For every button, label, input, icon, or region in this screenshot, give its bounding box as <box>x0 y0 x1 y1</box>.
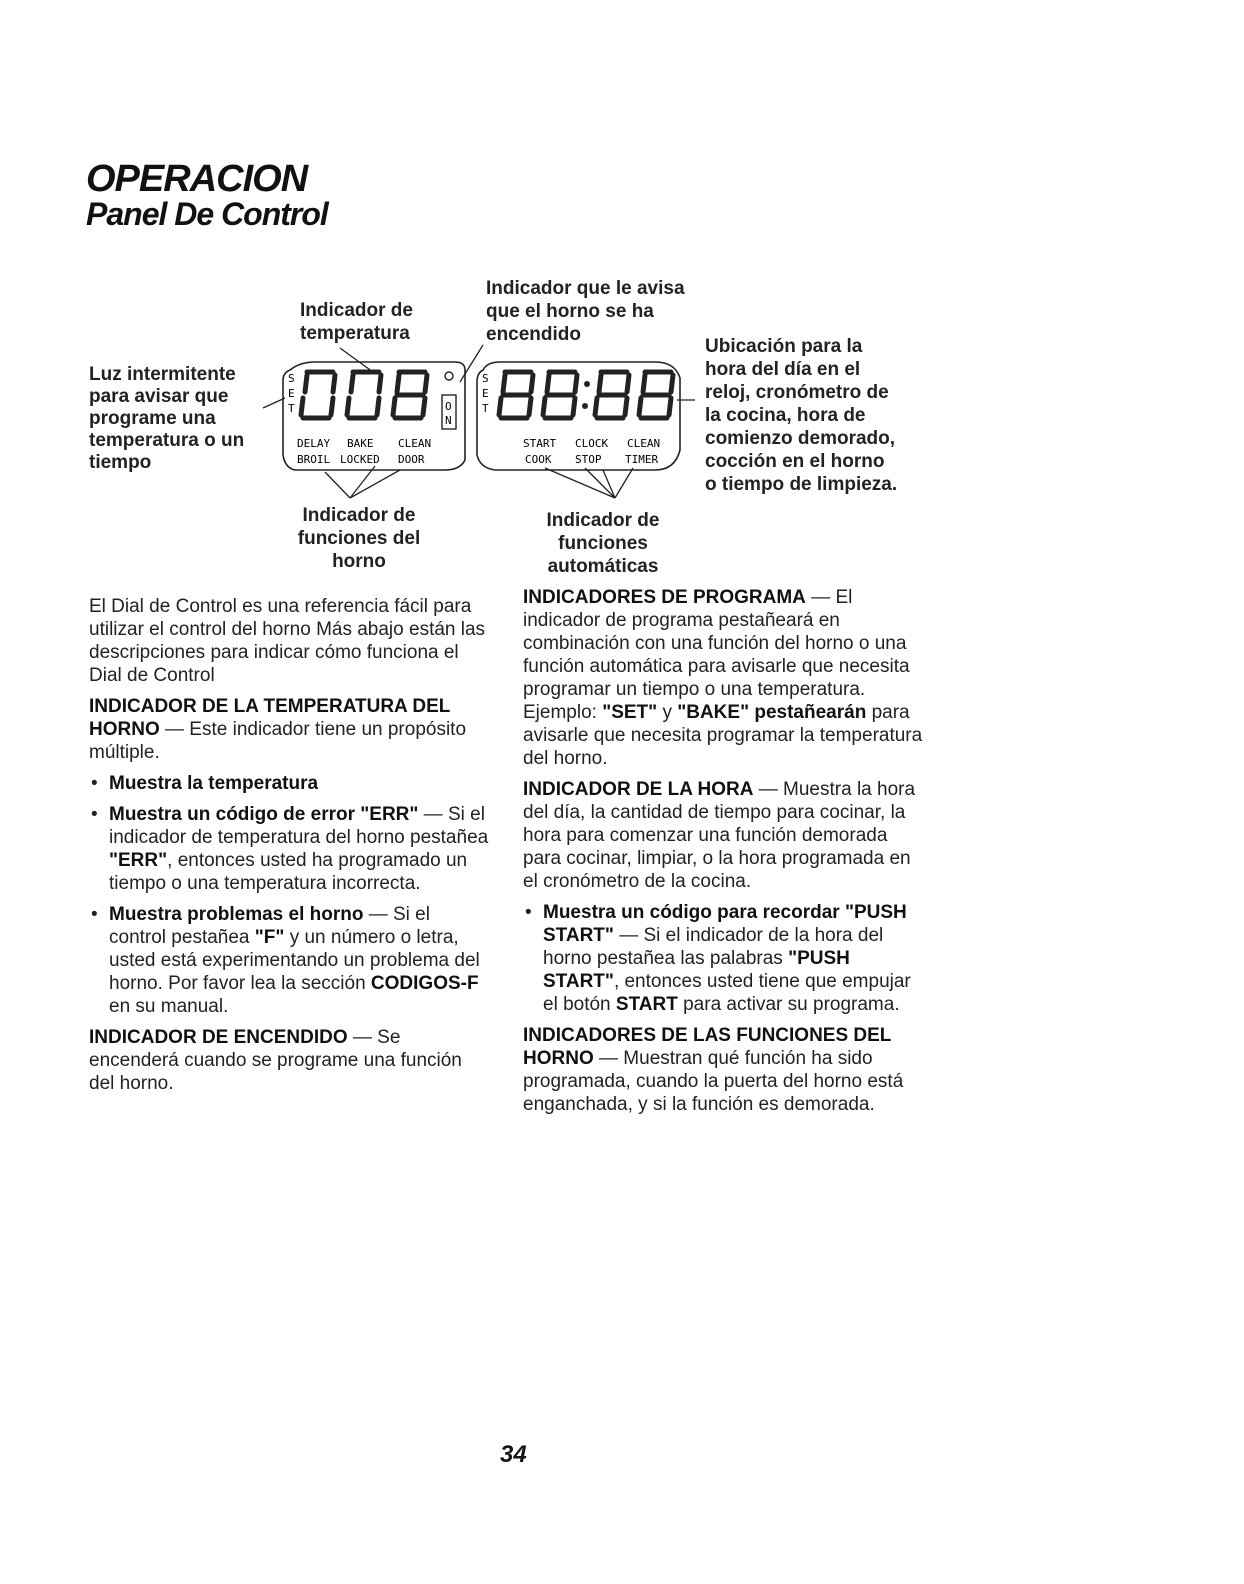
temp-digits <box>301 372 427 418</box>
svg-text:COOK: COOK <box>525 453 552 466</box>
svg-text:CLOCK: CLOCK <box>575 437 609 450</box>
svg-text:E: E <box>482 387 489 400</box>
svg-text:LOCKED: LOCKED <box>340 453 380 466</box>
svg-text:CLEAN: CLEAN <box>398 437 432 450</box>
list-item: • Muestra problemas el horno — Si el control pestañea "F" y un número o letra, usted está experimentando un problema del horno. Por favor lea la sección CODIGOS-F en su manual. <box>89 903 489 1018</box>
svg-text:BROIL: BROIL <box>297 453 331 466</box>
page-title: OPERACION <box>86 158 308 200</box>
set-letter: E <box>288 387 295 400</box>
svg-text:TIMER: TIMER <box>625 453 659 466</box>
list-item: • Muestra la temperatura <box>89 772 489 795</box>
label-oven-functions: Indicador de funciones del horno <box>297 505 421 572</box>
clock-digits <box>499 372 673 418</box>
svg-text:S: S <box>482 372 489 385</box>
page-subtitle: Panel De Control <box>86 196 328 232</box>
left-column <box>89 595 489 1103</box>
list-item: • Muestra un código de error "ERR" — Si el indicador de temperatura del horno pestañea "ERR", entonces usted ha programado un tiempo o una temperatura incorrecta. <box>89 803 489 895</box>
label-temp-indicator: Indicador de temperatura <box>300 300 413 344</box>
label-auto-functions: Indicador de funciones automáticas <box>546 510 660 577</box>
program-indicators-paragraph: INDICADORES DE PROGRAMA — El indicador de programa pestañeará en combinación con una función del horno o una función automática para avisarle que necesita programar un tiempo o una temperatura. Ejemplo: "SET" y "BAKE" pestañearán para avisarle que necesita programar la temperatura del horno. <box>523 587 923 769</box>
hour-indicator-paragraph: INDICADOR DE LA HORA — Muestra la hora del día, la cantidad de tiempo para cocinar, la hora para comenzar una función demorada para cocinar, limpiar, o la hora programada en el cronómetro de la cocina. <box>523 779 916 892</box>
power-indicator-paragraph: INDICADOR DE ENCENDIDO — Se encenderá cuando se programe una función del horno. <box>89 1027 462 1094</box>
svg-text:O: O <box>445 400 452 413</box>
svg-text:N: N <box>445 414 452 427</box>
svg-text:BAKE: BAKE <box>347 437 374 450</box>
temp-indicator-paragraph: INDICADOR DE LA TEMPERATURA DEL HORNO — Este indicador tiene un propósito múltiple. <box>89 696 467 763</box>
control-panel-diagram <box>255 340 715 505</box>
degree-icon <box>445 372 453 380</box>
svg-text:STOP: STOP <box>575 453 602 466</box>
set-letter: S <box>288 372 295 385</box>
label-power-indicator: Indicador que le avisa que el horno se ha encendido <box>486 278 685 345</box>
svg-text:CLEAN: CLEAN <box>627 437 661 450</box>
list-item: • Muestra un código para recordar "PUSH START" — Si el indicador de la hora del horno pestañea las palabras "PUSH START", entonces usted tiene que empujar el botón START para activar su programa. <box>523 901 923 1016</box>
right-column <box>523 586 923 1124</box>
page-number: 34 <box>500 1441 527 1468</box>
svg-text:T: T <box>482 402 489 415</box>
svg-text:DELAY: DELAY <box>297 437 331 450</box>
intro-paragraph: El Dial de Control es una referencia fácil para utilizar el control del horno Más abajo están las descripciones para indicar cómo funciona el Dial de Control <box>89 596 486 686</box>
label-blink-light: Luz intermitente para avisar que programe una temperatura o un tiempo <box>89 364 245 473</box>
svg-text:DOOR: DOOR <box>398 453 425 466</box>
oven-functions-paragraph: INDICADORES DE LAS FUNCIONES DEL HORNO — Muestran qué función ha sido programada, cuando la puerta del horno está enganchada, y si la función es demorada. <box>523 1025 904 1115</box>
svg-text:START: START <box>523 437 557 450</box>
label-time-location: Ubicación para la hora del día en el reloj, cronómetro de la cocina, hora de comienzo demorado, cocción en el horno o tiempo de limpieza. <box>705 336 898 495</box>
set-letter: T <box>288 402 295 415</box>
